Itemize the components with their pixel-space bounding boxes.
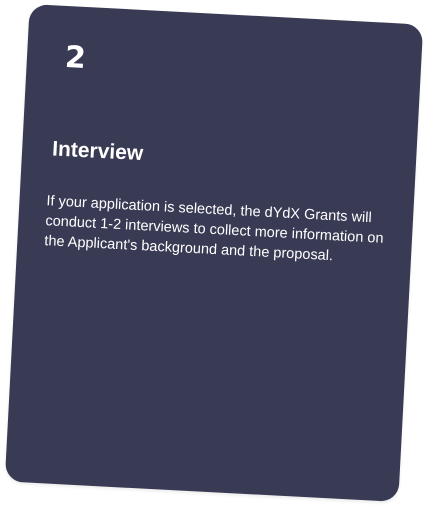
step-title: Interview xyxy=(51,137,144,166)
step-card xyxy=(5,4,423,502)
step-description: If your application is selected, the dYdX Grants will conduct 1-2 interviews to collect more information on the Applicant's background and the proposal. xyxy=(43,193,384,265)
step-number: 2 xyxy=(64,39,88,77)
